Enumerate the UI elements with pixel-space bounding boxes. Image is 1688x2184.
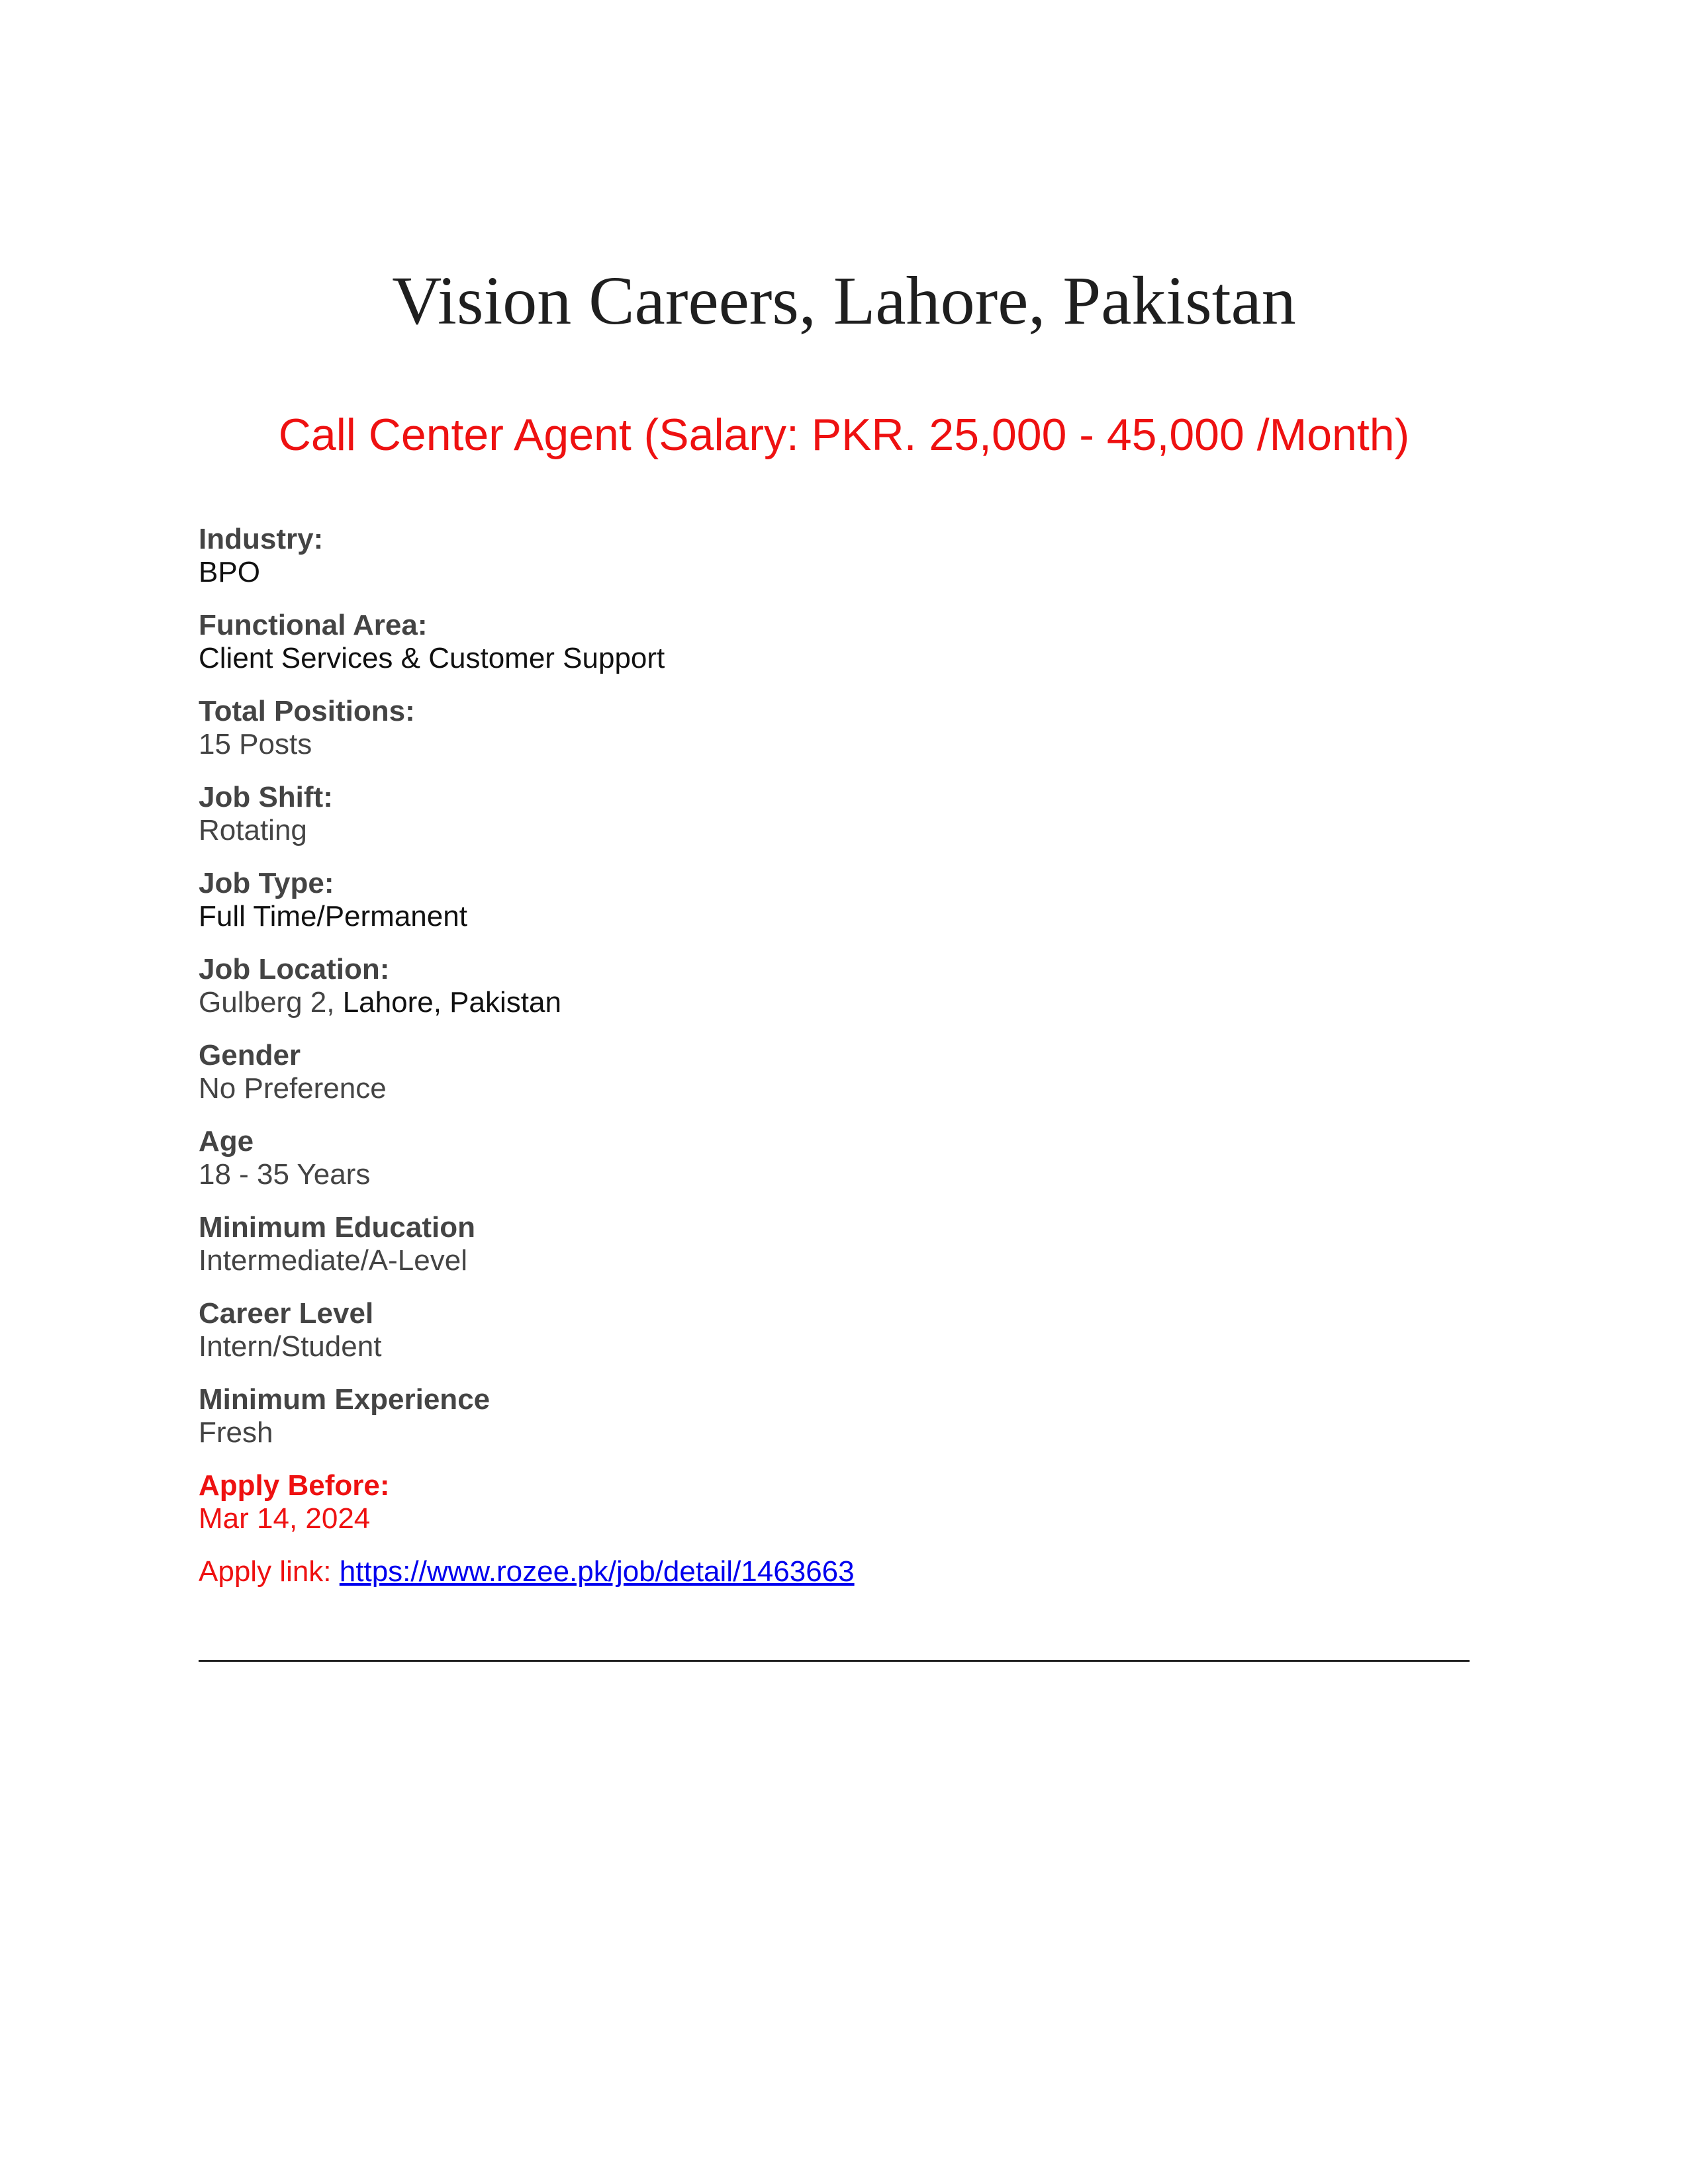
separator-line [199, 1660, 1470, 1662]
field-label: Age [199, 1125, 254, 1158]
field-label: Functional Area: [199, 609, 428, 641]
field-value: Rotating [199, 814, 307, 846]
field-job-shift [199, 781, 1489, 847]
field-label: Career Level [199, 1297, 374, 1330]
field-label: Job Type: [199, 867, 334, 899]
field-total-positions [199, 695, 1489, 761]
field-job-type [199, 867, 1489, 933]
field-value: 15 Posts [199, 728, 312, 760]
field-value [199, 986, 1489, 1019]
field-value: No Preference [199, 1072, 387, 1105]
field-value: Client Services & Customer Support [199, 642, 665, 674]
field-label: Job Shift: [199, 781, 333, 813]
location-area: Gulberg 2, [199, 986, 335, 1019]
field-career-level [199, 1297, 1489, 1363]
field-functional-area [199, 609, 1489, 675]
field-apply-before [199, 1469, 1489, 1535]
page-title: Vision Careers, Lahore, Pakistan [392, 263, 1296, 339]
apply-link-label: Apply link: [199, 1555, 332, 1588]
field-industry [199, 523, 1489, 589]
field-label: Apply Before: [199, 1469, 390, 1502]
field-label: Gender [199, 1039, 301, 1071]
field-minimum-education [199, 1211, 1489, 1277]
field-age [199, 1125, 1489, 1191]
field-job-location [199, 953, 1489, 1019]
location-city: Lahore, Pakistan [342, 986, 561, 1019]
job-details [199, 523, 1489, 1588]
field-value: 18 - 35 Years [199, 1158, 371, 1191]
field-value: BPO [199, 556, 260, 588]
field-label: Minimum Experience [199, 1383, 491, 1416]
field-value: Intermediate/A-Level [199, 1244, 467, 1277]
apply-link-row [199, 1555, 1489, 1588]
field-value: Full Time/Permanent [199, 900, 467, 933]
field-value: Mar 14, 2024 [199, 1502, 371, 1535]
job-title: Call Center Agent (Salary: PKR. 25,000 - 45,000 /Month) [278, 410, 1410, 460]
apply-link[interactable]: https://www.rozee.pk/job/detail/1463663 [339, 1555, 855, 1588]
field-label: Total Positions: [199, 695, 415, 727]
field-value: Fresh [199, 1416, 273, 1449]
field-label: Job Location: [199, 953, 390, 985]
field-value: Intern/Student [199, 1330, 382, 1363]
field-label: Industry: [199, 523, 324, 555]
field-label: Minimum Education [199, 1211, 475, 1244]
field-minimum-experience [199, 1383, 1489, 1449]
field-gender [199, 1039, 1489, 1105]
